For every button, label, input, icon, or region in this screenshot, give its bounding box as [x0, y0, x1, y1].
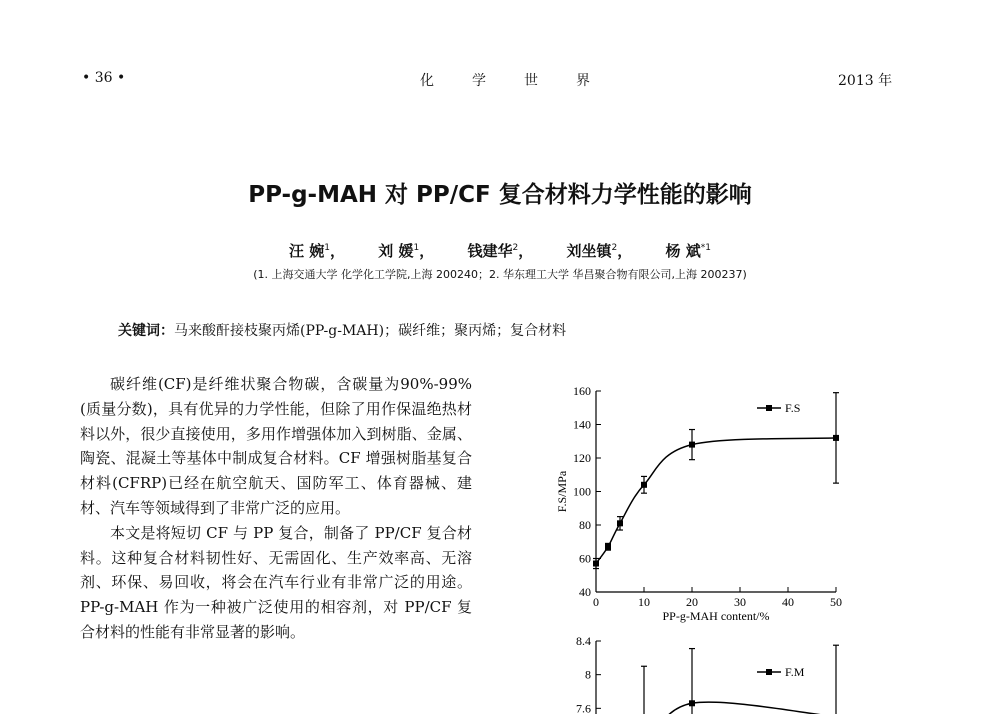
- y-tick-label: 140: [573, 417, 591, 432]
- paragraph: 碳纤维(CF)是纤维状聚合物碳，含碳量为90%-99%(质量分数)，具有优异的力学性能，但除了用作保温绝热材料以外，很少直接使用，多用作增强体加入到树脂、金属、陶瓷、混凝土等基体中制成复合材料。CF 增强树脂基复合材料(CFRP)已经在航空航天、国防军工、体育器械、建材、汽车等领域得到了非常广泛的应用。: [80, 375, 472, 517]
- legend-marker: [766, 669, 772, 675]
- x-tick-label: 50: [830, 595, 842, 609]
- data-point: [593, 561, 599, 567]
- y-tick-label: 40: [579, 585, 591, 599]
- x-tick-label: 20: [686, 595, 698, 609]
- legend-marker: [766, 405, 772, 411]
- paragraph: 本文是将短切 CF 与 PP 复合，制备了 PP/CF 复合材料。这种复合材料韧性好、无需固化、生产效率高、无溶剂、环保、易回收，将会在汽车行业有非常广泛的用途。PP-g-MAH 作为一种被广泛使用的相容剂，对 PP/CF 复合材料的性能有非常显著的影响。: [80, 523, 472, 641]
- legend-label: F.S: [785, 401, 801, 415]
- y-tick-label: 8.4: [576, 634, 591, 648]
- y-tick-label: 60: [579, 551, 591, 566]
- y-tick-label: 100: [573, 484, 591, 499]
- article-title: PP-g-MAH 对 PP/CF 复合材料力学性能的影响: [248, 182, 752, 208]
- y-tick-label: 7.6: [576, 701, 591, 714]
- author: 刘坐镇$^2$，: [566, 242, 633, 260]
- chart-fm: [576, 634, 839, 714]
- author: 汪 婉$^1$，: [289, 242, 346, 260]
- issue-year: 2013 年: [838, 73, 893, 89]
- y-tick-label: 120: [573, 451, 591, 465]
- x-tick-label: 0: [593, 595, 599, 609]
- data-point: [833, 435, 839, 441]
- x-tick-label: 40: [782, 595, 794, 609]
- keywords-label: 关键词：: [118, 323, 174, 339]
- keywords-text: 马来酸酐接枝聚丙烯(PP-g-MAH)；碳纤维；聚丙烯；复合材料: [174, 323, 567, 339]
- author: 刘 媛$^1$，: [378, 242, 435, 260]
- data-point: [689, 442, 695, 448]
- y-tick-label: 80: [579, 518, 591, 532]
- legend-label: F.M: [785, 665, 805, 679]
- y-tick-label: 8: [585, 667, 591, 682]
- affiliation: (1. 上海交通大学 化学化工学院,上海 200240；2. 华东理工大学 华昌聚合物有限公司,上海 200237): [253, 268, 747, 281]
- series-line: [596, 438, 836, 564]
- data-point: [689, 700, 695, 706]
- data-point: [617, 520, 623, 526]
- chart-fs: [555, 384, 842, 623]
- x-axis-label: PP-g-MAH content/%: [662, 609, 770, 623]
- y-axis-label: F.S/MPa: [555, 470, 569, 513]
- x-tick-label: 30: [734, 595, 746, 609]
- y-tick-label: 160: [573, 384, 591, 398]
- author: 杨 斌$^{*1}$: [665, 242, 711, 260]
- page-number: • 36 •: [82, 70, 126, 86]
- x-tick-label: 10: [638, 595, 650, 609]
- author: 钱建华$^2$，: [467, 242, 534, 260]
- series-line: [644, 702, 836, 714]
- data-point: [605, 544, 611, 550]
- journal-name: 化学世界: [420, 73, 628, 89]
- data-point: [641, 482, 647, 488]
